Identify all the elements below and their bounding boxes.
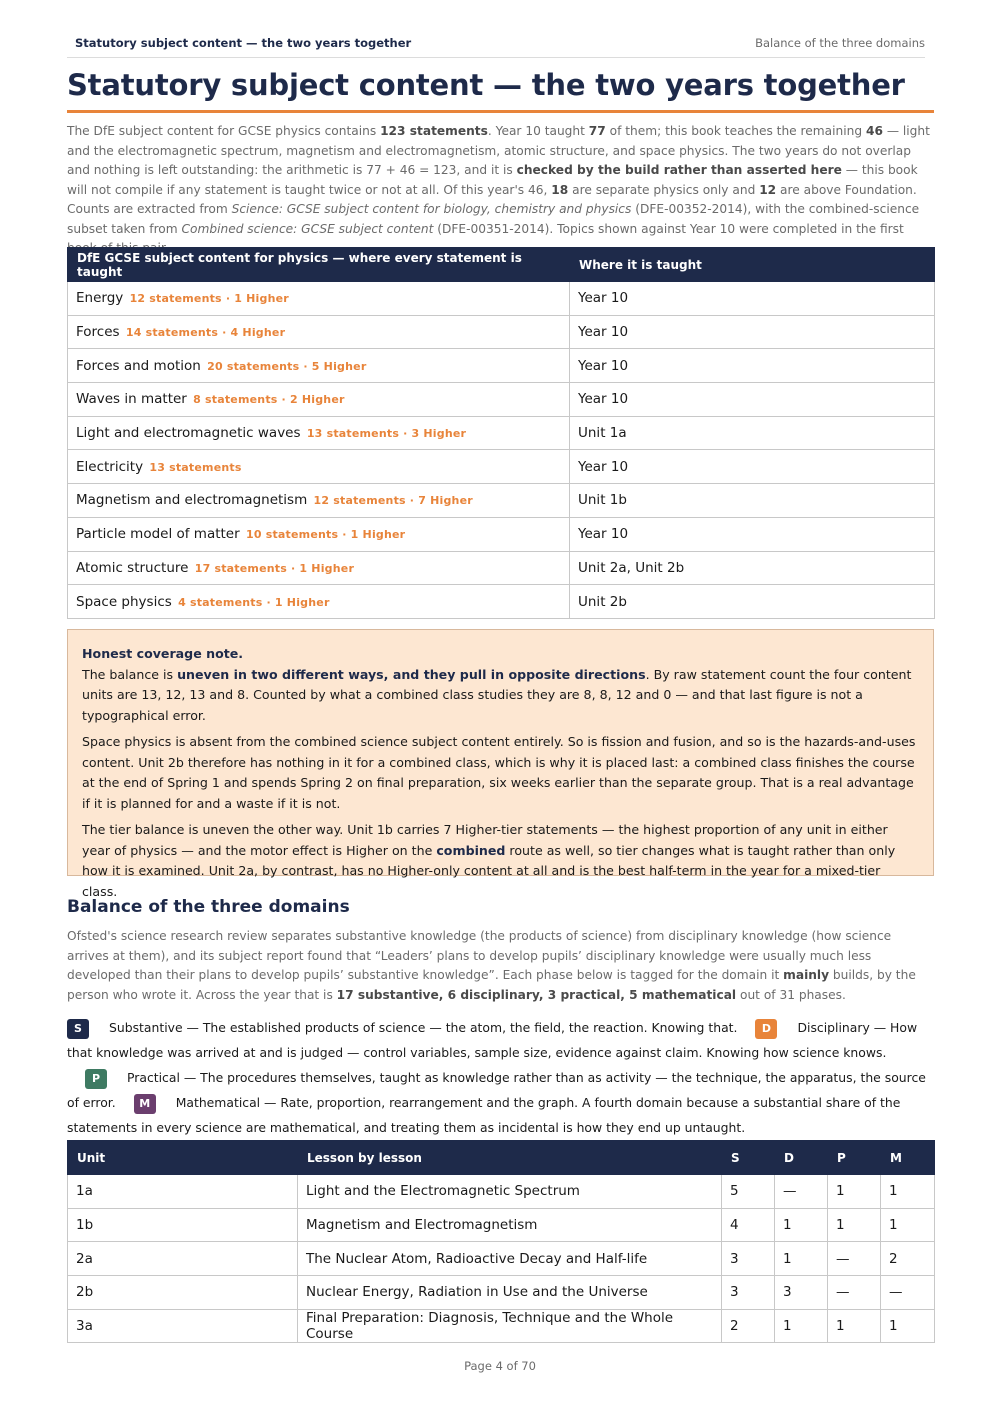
table-row — [68, 315, 935, 349]
topic-cell — [68, 517, 570, 551]
substantive-badge: S — [67, 1019, 89, 1039]
table-row — [68, 585, 935, 619]
table-header-row — [68, 248, 935, 282]
legend-text: Disciplinary — How that knowledge was arrived at and is judged — control variables, sample size, evidence against claim. Knowing how science knows. — [67, 1020, 918, 1060]
running-header-section: Balance of the three domains — [755, 36, 925, 50]
topic-meta: 14 statements · 4 Higher — [125, 326, 286, 340]
count-cell: 1 — [828, 1309, 881, 1343]
topic-meta: 17 statements · 1 Higher — [194, 561, 355, 575]
lesson-cell: Magnetism and Electromagnetism — [298, 1208, 722, 1242]
topic-cell — [68, 450, 570, 484]
column-header: DfE GCSE subject content for physics — where every statement is taught — [68, 248, 570, 282]
topic-name: Forces and motion — [76, 357, 201, 374]
topic-meta: 13 statements — [149, 460, 242, 474]
where-cell: Year 10 — [570, 315, 935, 349]
topic-meta: 12 statements · 1 Higher — [129, 292, 289, 306]
unit-cell: 1a — [68, 1175, 298, 1209]
table-row — [68, 1175, 935, 1209]
table-row — [68, 1309, 935, 1343]
running-header-title: Statutory subject content — the two years together — [75, 36, 412, 50]
topic-meta: 12 statements · 7 Higher — [313, 494, 473, 508]
lesson-cell: The Nuclear Atom, Radioactive Decay and Half-life — [298, 1242, 722, 1276]
column-header: S — [722, 1141, 775, 1175]
column-header: Unit — [68, 1141, 298, 1175]
unit-cell: 3a — [68, 1309, 298, 1343]
count-cell: 1 — [828, 1175, 881, 1209]
where-cell: Year 10 — [570, 383, 935, 417]
count-cell: 1 — [881, 1309, 935, 1343]
table-row — [68, 484, 935, 518]
topic-name: Particle model of matter — [76, 526, 240, 543]
table-row — [68, 551, 935, 585]
note-paragraph: The balance is uneven in two different ways, and they pull in opposite directions. By raw statement count the four content units are 13, 12, 13 and 8. Counted by what a combined class studies they are 8, 8, 12 and 0 — and that last figure is not a typographical error. — [82, 666, 912, 723]
section-title: Balance of the three domains — [67, 897, 350, 917]
count-cell: 2 — [881, 1242, 935, 1276]
topic-meta: 8 statements · 2 Higher — [193, 393, 345, 407]
table-row — [68, 1276, 935, 1310]
legend-text: Substantive — The established products of science — the atom, the field, the reaction. Knowing that. — [109, 1020, 738, 1035]
topic-name: Space physics — [76, 593, 172, 610]
coverage-note-callout — [67, 629, 934, 899]
where-cell: Year 10 — [570, 282, 935, 316]
topic-cell — [68, 551, 570, 585]
note-paragraph: Space physics is absent from the combined science subject content entirely. So is fission and fusion, and so is the hazards-and-uses content. Unit 2b therefore has nothing in it for a combined class, which is why it is placed last: a combined class finishes the course at the end of Spring 1 and spends Spring 2 on final preparation, six weeks earlier than the separate group. That is a real advantage if it is planned for and a waste if it is not. — [82, 734, 916, 811]
lesson-cell: Final Preparation: Diagnosis, Technique and the Whole Course — [298, 1309, 722, 1343]
practical-badge: P — [85, 1069, 107, 1089]
count-cell: — — [828, 1242, 881, 1276]
count-cell: — — [881, 1276, 935, 1310]
count-cell: 1 — [775, 1242, 828, 1276]
count-cell: 3 — [722, 1242, 775, 1276]
where-cell: Year 10 — [570, 517, 935, 551]
domain-legend — [67, 1015, 934, 1140]
count-cell: 3 — [775, 1276, 828, 1310]
topic-name: Waves in matter — [76, 391, 187, 408]
lesson-cell: Nuclear Energy, Radiation in Use and the Universe — [298, 1276, 722, 1310]
unit-cell: 2a — [68, 1242, 298, 1276]
where-cell: Year 10 — [570, 349, 935, 383]
count-cell: 1 — [828, 1208, 881, 1242]
table-row — [68, 1208, 935, 1242]
topic-name: Atomic structure — [76, 559, 189, 576]
column-header: M — [881, 1141, 935, 1175]
table-row — [68, 349, 935, 383]
topic-cell — [68, 282, 570, 316]
topic-name: Forces — [76, 324, 120, 341]
table-row — [68, 517, 935, 551]
count-cell: 1 — [881, 1175, 935, 1209]
topic-cell — [68, 349, 570, 383]
unit-cell: 2b — [68, 1276, 298, 1310]
count-cell: 3 — [722, 1276, 775, 1310]
legend-text: Practical — The procedures themselves, taught as knowledge rather than as activity — the technique, the apparatus, the source of error. — [67, 1070, 926, 1110]
legend-text: Mathematical — Rate, proportion, rearrangement and the graph. A fourth domain because a substantial share of the statements in every science are mathematical, and treating them as incidental is how they end up untaught. — [67, 1095, 901, 1135]
where-cell: Unit 2b — [570, 585, 935, 619]
topic-meta: 10 statements · 1 Higher — [245, 528, 406, 542]
topic-cell — [68, 484, 570, 518]
column-header: Where it is taught — [570, 248, 935, 282]
note-title: Honest coverage note. — [82, 646, 244, 661]
unit-cell: 1b — [68, 1208, 298, 1242]
column-header: Lesson by lesson — [298, 1141, 722, 1175]
column-header: P — [828, 1141, 881, 1175]
page-number: Page 4 of 70 — [464, 1359, 536, 1373]
topic-cell — [68, 315, 570, 349]
table-row — [68, 383, 935, 417]
topic-name: Energy — [76, 290, 124, 307]
count-cell: — — [828, 1276, 881, 1310]
count-cell: 5 — [722, 1175, 775, 1209]
disciplinary-badge: D — [755, 1019, 777, 1039]
intro-paragraph: The DfE subject content for GCSE physics contains 123 statements. Year 10 taught 77 of them; this book teaches the remaining 46 — light and the electromagnetic spectrum, magnetism and electromagnetism, atomic structure, and space physics. The two years do not overlap and nothing is left outstanding: the arithmetic is 77 + 46 = 123, and it is checked by the build rather than asserted here — this book will not compile if any statement is taught twice or not at all. Of this year's 46, 18 are separate physics only and 12 are above Foundation. Counts are extracted from Science: GCSE subject content for biology, chemistry and physics (DFE-00352-2014), with the combined-science subset taken from Combined science: GCSE subject content (DFE-00351-2014). Topics shown against Year 10 were completed in the first — [67, 124, 930, 236]
topic-meta: 4 statements · 1 Higher — [178, 595, 330, 609]
mathematical-badge: M — [134, 1094, 156, 1114]
topic-cell — [68, 416, 570, 450]
column-header: D — [775, 1141, 828, 1175]
topic-cell — [68, 383, 570, 417]
where-cell: Unit 1a — [570, 416, 935, 450]
lesson-cell: Light and the Electromagnetic Spectrum — [298, 1175, 722, 1209]
count-cell: 4 — [722, 1208, 775, 1242]
table-row — [68, 416, 935, 450]
where-cell: Unit 1b — [570, 484, 935, 518]
topic-name: Magnetism and electromagnetism — [76, 492, 308, 509]
where-cell: Unit 2a, Unit 2b — [570, 551, 935, 585]
section-intro-paragraph: Ofsted's science research review separates substantive knowledge (the products of science) from disciplinary knowledge (how science arrives at them), and its subject report found that “Leaders’ plans to develop pupils’ disciplinary knowledge were usually much less developed than their plans to develop pupils’ substantive knowledge”. Each phase below is tagged for the domain it mainly builds, by the person who wrote it. Across the year that is 17 substantive, 6 disciplinary, 3 practical, 5 mathematical out of 31 phases. — [67, 929, 916, 1002]
count-cell: — — [775, 1175, 828, 1209]
where-cell: Year 10 — [570, 450, 935, 484]
topic-meta: 20 statements · 5 Higher — [207, 359, 367, 373]
table-row — [68, 282, 935, 316]
running-header — [67, 36, 925, 58]
table-header-row — [68, 1141, 935, 1175]
topic-meta: 13 statements · 3 Higher — [306, 427, 467, 441]
count-cell: 2 — [722, 1309, 775, 1343]
count-cell: 1 — [775, 1208, 828, 1242]
table-row — [68, 1242, 935, 1276]
coverage-table — [67, 247, 935, 619]
table-row — [68, 450, 935, 484]
topic-name: Light and electromagnetic waves — [76, 425, 301, 442]
page-title: Statutory subject content — the two years together — [67, 68, 934, 113]
note-paragraph: The tier balance is uneven the other way. Unit 1b carries 7 Higher-tier statements — the highest proportion of any unit in either year of physics — and the motor effect is Higher on the combined route as well, so tier changes what is taught rather than only how it is examined. Unit 2a, by contrast, has no Higher-only content at all and is the best half-term in the year for a mixed-tier class. — [82, 822, 896, 899]
lesson-domain-table — [67, 1140, 935, 1343]
topic-cell — [68, 585, 570, 619]
topic-name: Electricity — [76, 458, 144, 475]
count-cell: 1 — [881, 1208, 935, 1242]
count-cell: 1 — [775, 1309, 828, 1343]
